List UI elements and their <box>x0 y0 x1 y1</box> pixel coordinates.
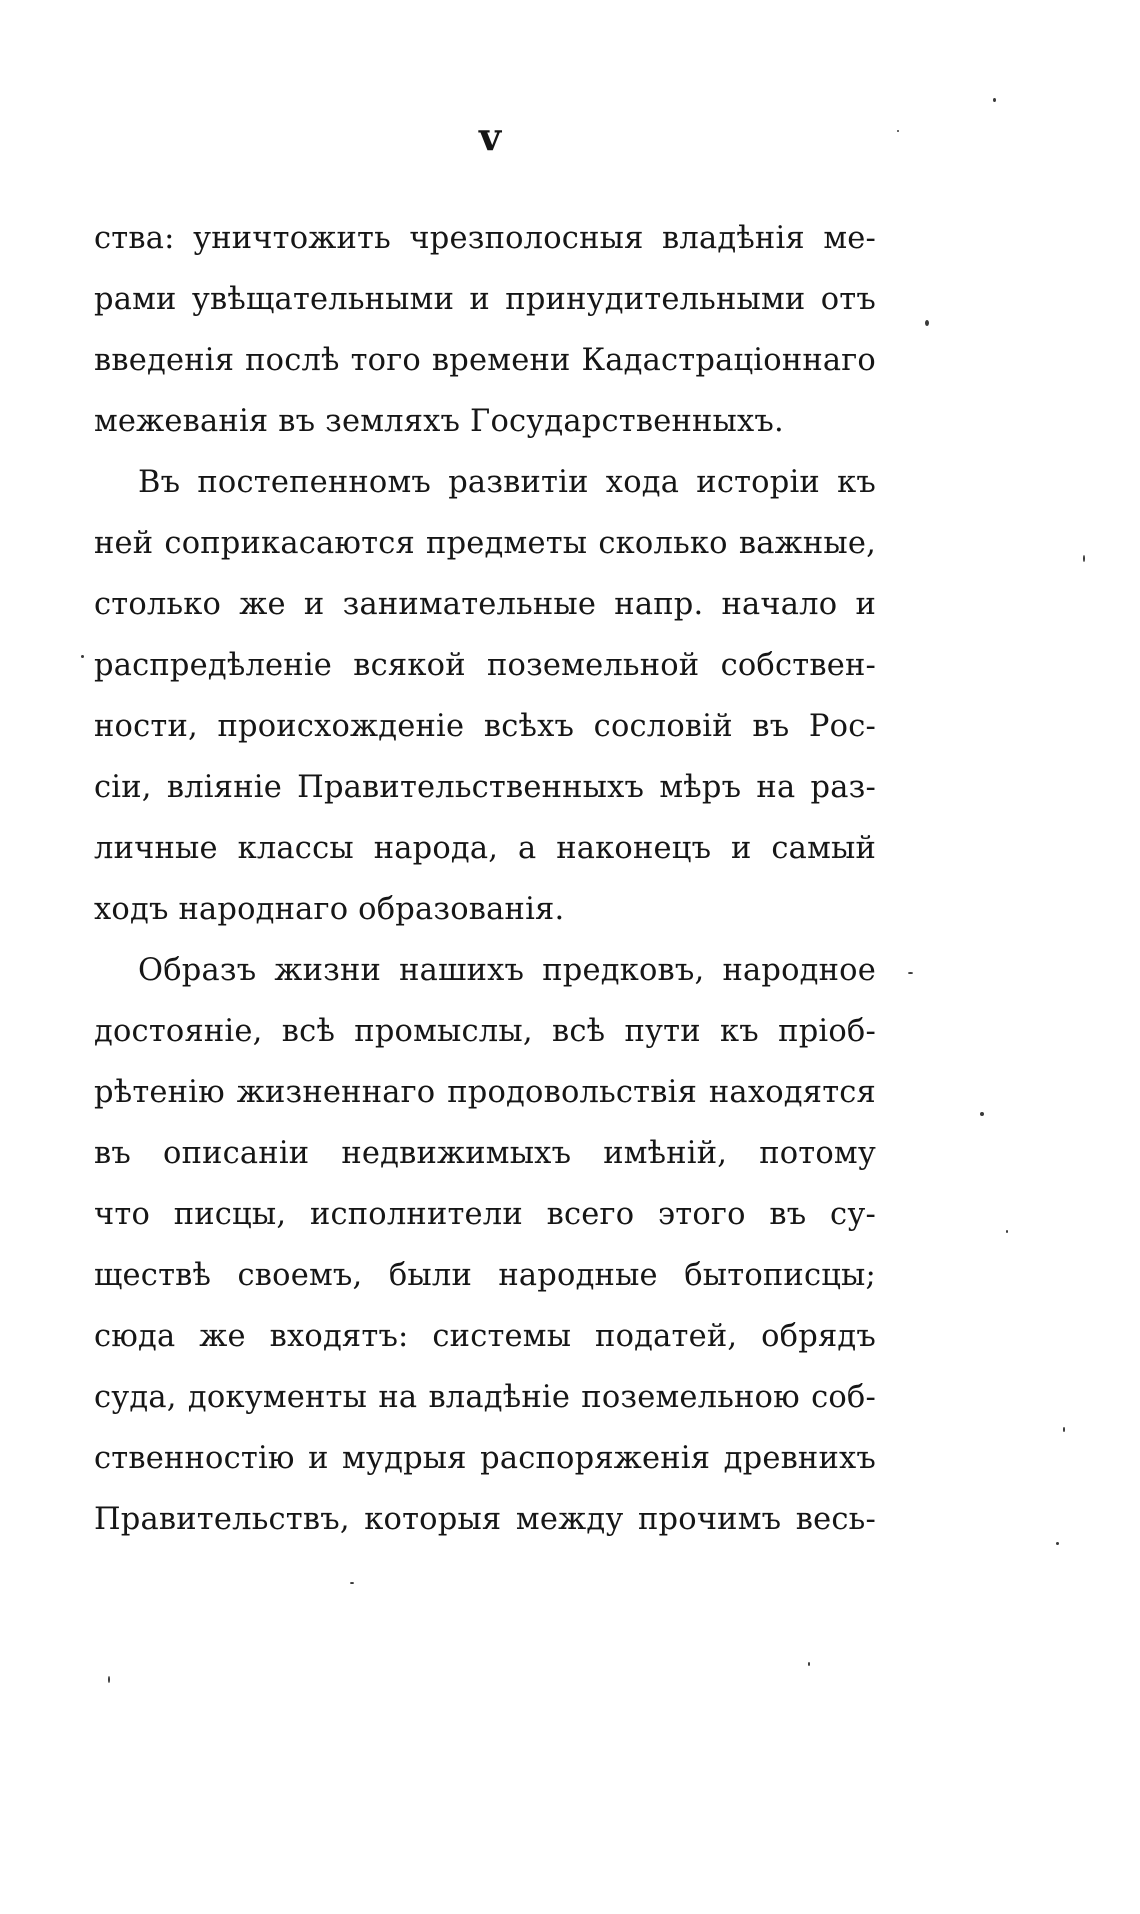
scan-speck <box>108 1676 110 1683</box>
scan-speck <box>993 98 996 102</box>
scan-speck <box>908 972 913 974</box>
text-line: достояніе, всѣ промыслы, всѣ пути къ пріоб- <box>94 1014 876 1049</box>
text-line: что писцы, исполнители всего этого въ су- <box>94 1197 876 1232</box>
text-line: введенія послѣ того времени Кадастраціоннаго <box>94 343 876 378</box>
text-line: личные классы народа, а наконецъ и самый <box>94 831 876 866</box>
text-line: Правительствъ, которыя между прочимъ весь- <box>94 1502 876 1537</box>
scan-speck <box>897 130 899 132</box>
text-line: столько же и занимательные напр. начало и <box>94 587 876 622</box>
text-line: суда, документы на владѣніе поземельною соб- <box>94 1380 876 1415</box>
scan-speck <box>1083 555 1085 562</box>
text-line: въ описаніи недвижимыхъ имѣній, потому <box>94 1136 876 1171</box>
scan-speck <box>1063 1427 1065 1432</box>
scan-speck <box>81 655 84 658</box>
scan-speck <box>808 1662 810 1666</box>
page-number: v <box>478 114 502 159</box>
text-line: сіи, вліяніе Правительственныхъ мѣръ на раз- <box>94 770 876 805</box>
scan-speck <box>1006 1230 1008 1233</box>
text-line: ности, происхожденіе всѣхъ сословій въ Рос- <box>94 709 876 744</box>
text-line: Образъ жизни нашихъ предковъ, народное <box>138 953 876 988</box>
text-line: ходъ народнаго образованія. <box>94 892 565 927</box>
scan-speck <box>350 1582 354 1584</box>
text-line: ществѣ своемъ, были народные бытописцы; <box>94 1258 876 1293</box>
paragraph-1 <box>94 208 876 452</box>
scan-speck <box>1056 1542 1059 1545</box>
text-line: ственностію и мудрыя распоряженія древнихъ <box>94 1441 876 1476</box>
paragraph-2 <box>94 452 876 940</box>
text-line: рами увѣщательными и принудительными отъ <box>94 282 876 317</box>
text-line: межеванія въ земляхъ Государственныхъ. <box>94 404 784 439</box>
text-line: Въ постепенномъ развитіи хода исторіи къ <box>138 465 876 500</box>
scan-speck <box>925 320 929 326</box>
text-line: ства: уничтожить чрезполосныя владѣнія ме- <box>94 221 876 256</box>
body-text <box>94 208 876 1550</box>
text-line: распредѣленіе всякой поземельной собствен- <box>94 648 876 683</box>
text-line: рѣтенію жизненнаго продовольствія находятся <box>94 1075 876 1110</box>
text-line: ней соприкасаются предметы сколько важные, <box>94 526 876 561</box>
text-line: сюда же входятъ: системы податей, обрядъ <box>94 1319 876 1354</box>
paragraph-3 <box>94 940 876 1550</box>
scan-speck <box>980 1112 984 1116</box>
